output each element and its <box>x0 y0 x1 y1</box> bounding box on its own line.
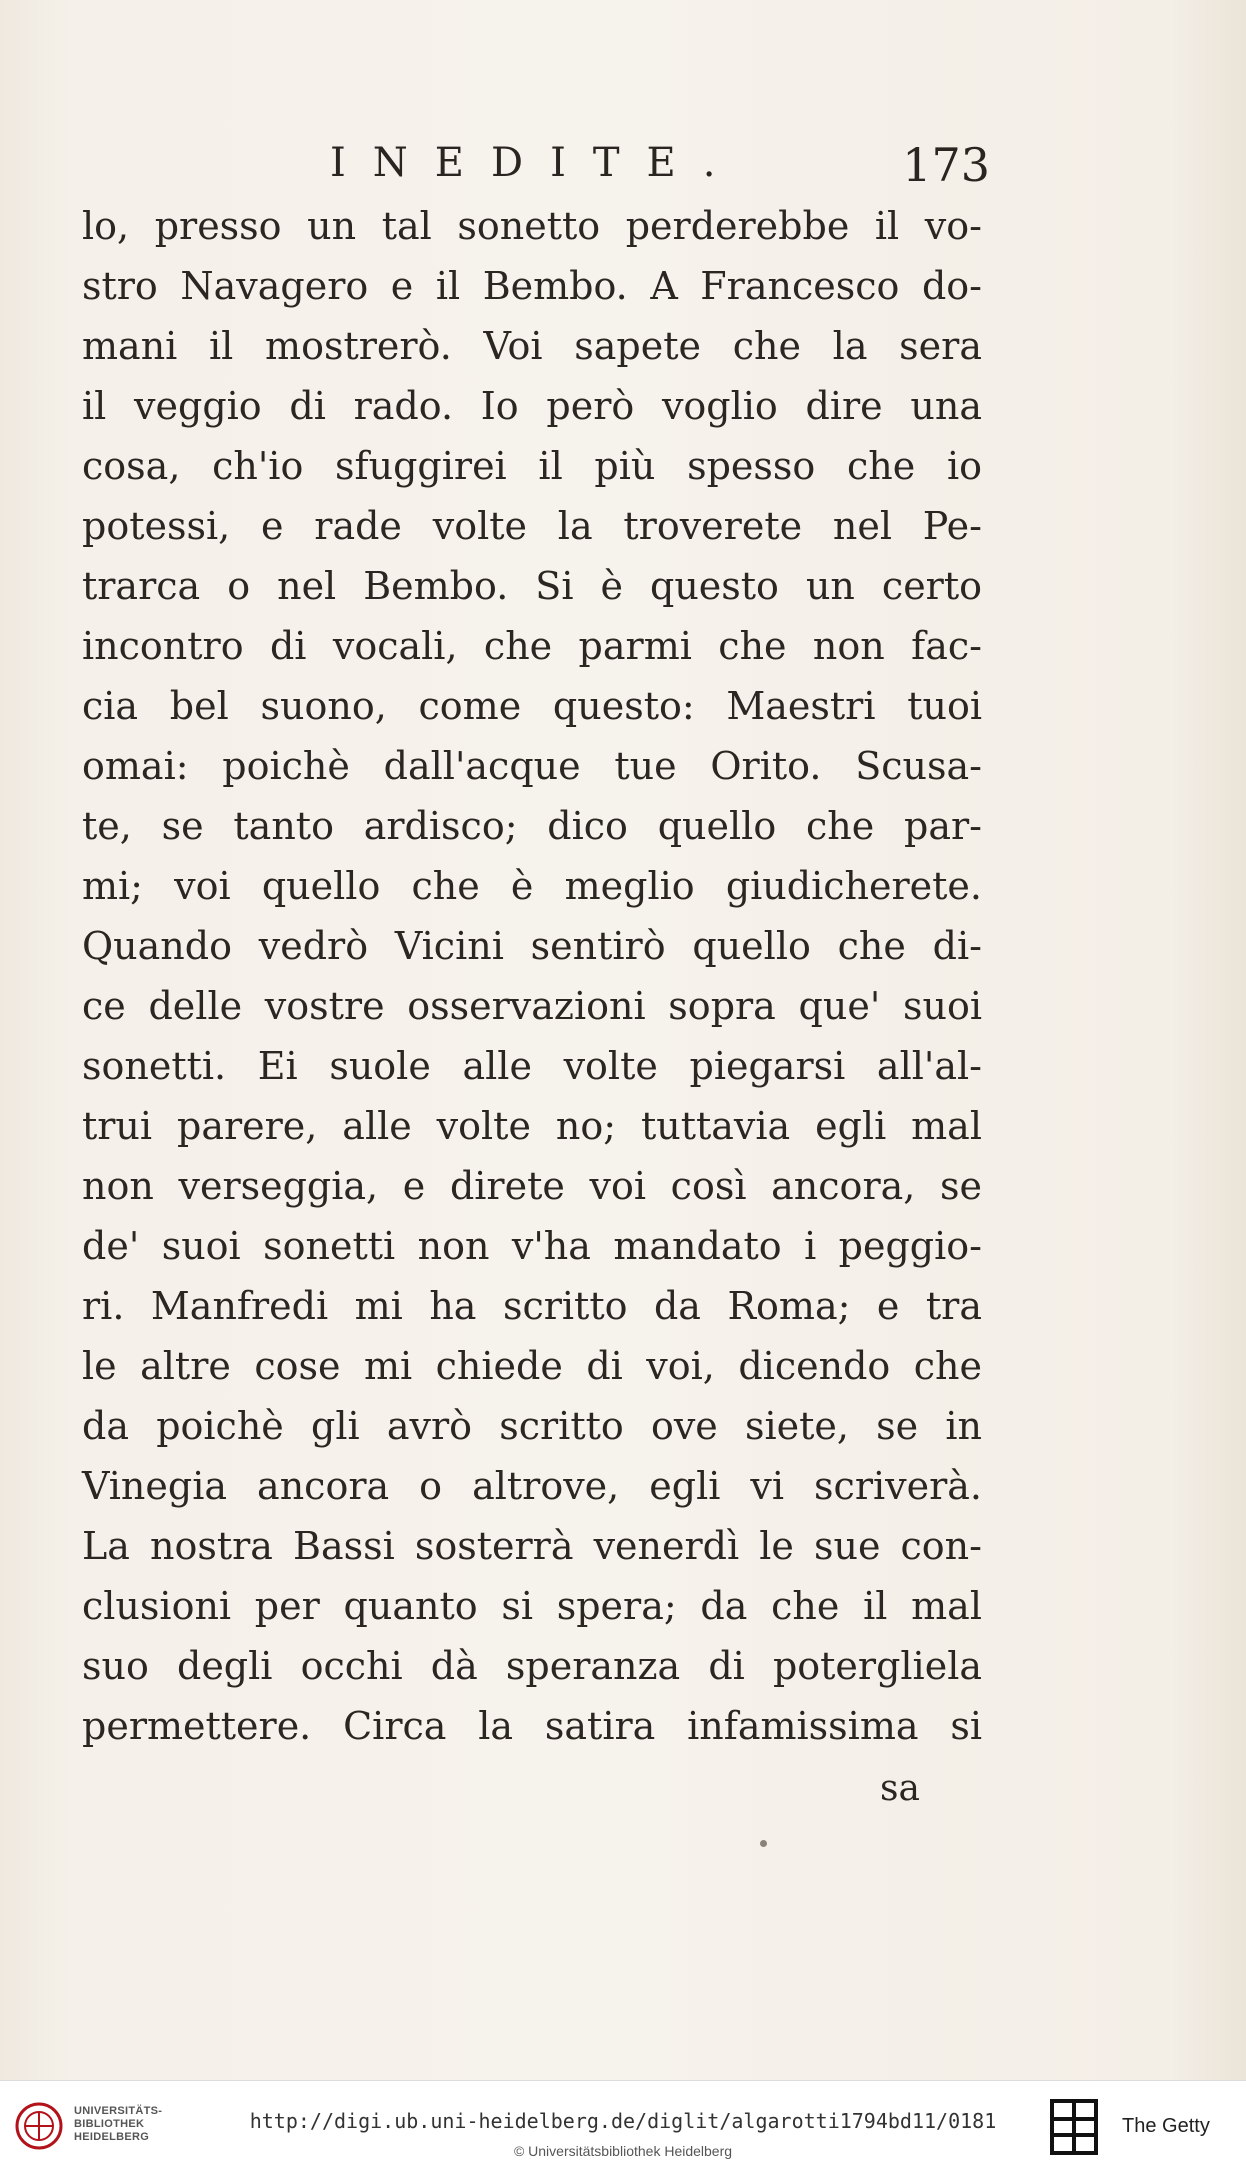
text-line: mi; voi quello che è meglio giudicherete. <box>82 864 982 908</box>
text-line: ce delle vostre osservazioni sopra que' suoi <box>82 984 982 1028</box>
text-line: Vinegia ancora o altrove, egli vi scriverà. <box>82 1464 982 1508</box>
catchword: sa <box>880 1768 920 1809</box>
body-text <box>82 196 982 1756</box>
university-library-name: UNIVERSITÄTS- BIBLIOTHEK HEIDELBERG <box>74 2105 163 2143</box>
text-line: mani il mostrerò. Voi sapete che la sera <box>82 324 982 368</box>
text-line: suo degli occhi dà speranza di potergliela <box>82 1644 982 1688</box>
text-line: lo, presso un tal sonetto perderebbe il vo- <box>82 204 982 248</box>
page-number: 173 <box>902 138 990 192</box>
viewer-footer <box>0 2080 1246 2172</box>
text-line: incontro di vocali, che parmi che non fac- <box>82 624 982 668</box>
paper-speck <box>760 1840 767 1847</box>
text-line: da poichè gli avrò scritto ove siete, se in <box>82 1404 982 1448</box>
text-line: La nostra Bassi sosterrà venerdì le sue con- <box>82 1524 982 1568</box>
text-line: cia bel suono, come questo: Maestri tuoi <box>82 684 982 728</box>
running-head: INEDITE. <box>330 140 743 186</box>
copyright-notice: © Universitätsbibliothek Heidelberg <box>513 2143 733 2159</box>
text-line: trui parere, alle volte no; tuttavia egli mal <box>82 1104 982 1148</box>
text-line: Quando vedrò Vicini sentirò quello che di- <box>82 924 982 968</box>
text-line: sonetti. Ei suole alle volte piegarsi all'al- <box>82 1044 982 1088</box>
text-line: trarca o nel Bembo. Si è questo un certo <box>82 564 982 608</box>
partner-name: The Getty <box>1122 2115 1210 2137</box>
text-line: omai: poichè dall'acque tue Orito. Scusa- <box>82 744 982 788</box>
text-line: potessi, e rade volte la troverete nel Pe- <box>82 504 982 548</box>
getty-logo-icon <box>1050 2097 1100 2157</box>
page-header <box>330 140 990 200</box>
permalink-url[interactable]: http://digi.ub.uni-heidelberg.de/diglit/algarotti1794bd11/0181 <box>249 2109 997 2133</box>
text-line: stro Navagero e il Bembo. A Francesco do- <box>82 264 982 308</box>
text-line: non verseggia, e direte voi così ancora, se <box>82 1164 982 1208</box>
text-line: clusioni per quanto si spera; da che il mal <box>82 1584 982 1628</box>
text-line: ri. Manfredi mi ha scritto da Roma; e tra <box>82 1284 982 1328</box>
text-line: permettere. Circa la satira infamissima si <box>82 1704 982 1748</box>
text-line: de' suoi sonetti non v'ha mandato i peggio- <box>82 1224 982 1268</box>
text-line: il veggio di rado. Io però voglio dire una <box>82 384 982 428</box>
text-line: cosa, ch'io sfuggirei il più spesso che io <box>82 444 982 488</box>
text-line: te, se tanto ardisco; dico quello che par- <box>82 804 982 848</box>
text-line: le altre cose mi chiede di voi, dicendo che <box>82 1344 982 1388</box>
